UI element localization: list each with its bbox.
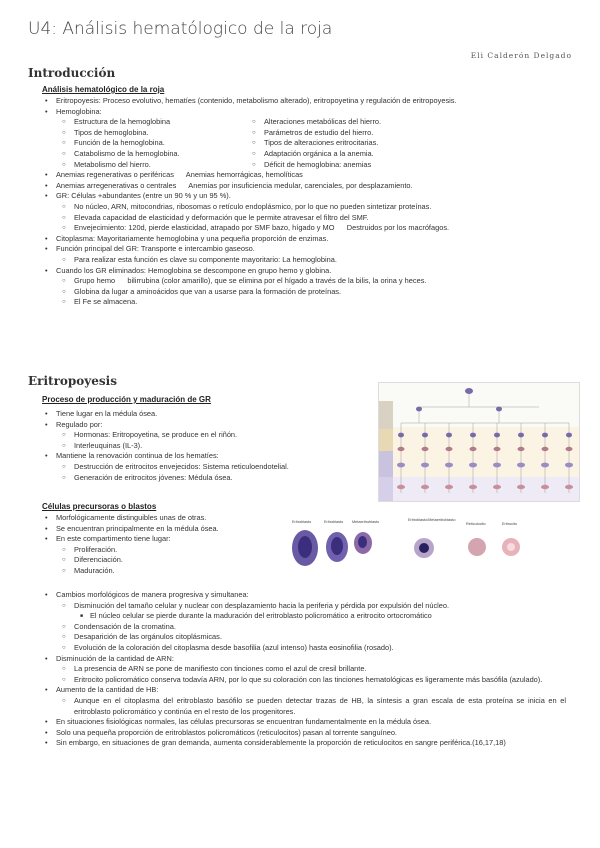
- list-item: • En este compartimento tiene lugar:: [42, 534, 282, 545]
- list-item: ○ Eritrocito policromático conserva todavía ARN, por lo que su coloración con las tinciones hematológicas es ligeramente más basófila (azulado).: [42, 675, 566, 686]
- section-heading-intro: Introducción: [28, 66, 116, 80]
- reticulocyte-cell: [468, 538, 486, 556]
- cell-nucleus: [358, 536, 367, 548]
- micrograph-label: Eritrocito: [502, 522, 517, 526]
- list-item: • Aumento de la cantidad de HB:: [42, 685, 566, 696]
- subheading-celulas: Células precursoras o blastos: [42, 502, 157, 511]
- micrograph-label: Reticulocito: [466, 522, 486, 526]
- list-item: ○ Tipos de alteraciones eritrocitarias.: [232, 138, 532, 149]
- list-item: • Morfológicamente distinguibles unas de otras.: [42, 513, 282, 524]
- list-item: • Función principal del GR: Transporte e intercambio gaseoso.: [42, 244, 554, 255]
- list-item: ○ Función de la hemoglobina.: [42, 138, 232, 149]
- list-item: ○ Tipos de hemoglobina.: [42, 128, 232, 139]
- list-item: • Citoplasma: Mayoritariamente hemoglobina y una pequeña proporción de enzimas.: [42, 234, 554, 245]
- micrograph-label: Metaeritroblasto: [352, 520, 380, 524]
- list-item: ○ El Fe se almacena.: [42, 297, 554, 308]
- list-item: ○ La presencia de ARN se pone de manifiesto con tinciones como el azul de cresil brillante.: [42, 664, 566, 675]
- list-item: ○ Parámetros de estudio del hierro.: [232, 128, 532, 139]
- proceso-content: [42, 409, 372, 483]
- hb-two-column-list: [42, 117, 554, 170]
- micrograph-label: Eritroblasto/Metaeritroblasto: [408, 518, 456, 522]
- list-item: • Eritropoyesis: Proceso evolutivo, hematíes (contenido, metabolismo alterado), eritropoyetina y regulación de eritropoyesis.: [42, 96, 554, 107]
- celulas-content-top: [42, 513, 282, 577]
- list-item: ○ Disminución del tamaño celular y nuclear con desplazamiento hacia la periferia y pérdida por expulsión del núcleo.: [42, 601, 566, 612]
- list-item: • Cambios morfológicos de manera progresiva y simultanea:: [42, 590, 566, 601]
- cell-nucleus: [298, 536, 312, 558]
- list-item: ○ Globina da lugar a aminoácidos que van a usarse para la formación de proteínas.: [42, 287, 554, 298]
- cell-nucleus: [419, 543, 429, 553]
- erythroblast-micrographs: [288, 516, 580, 586]
- subheading-proceso: Proceso de producción y maduración de GR: [42, 395, 211, 404]
- list-item: ○ Evolución de la coloración del citoplasma desde basofilia (azul intenso) hasta eosinofilia (rosado).: [42, 643, 566, 654]
- list-item: • Anemias regenerativas o periféricas Anemias hemorrágicas, hemolíticas: [42, 170, 554, 181]
- intro-content: [42, 96, 554, 308]
- micrograph-label: Eritroblasto: [324, 520, 344, 524]
- list-item: ○ Catabolismo de la hemoglobina.: [42, 149, 232, 160]
- list-item: ■ El núcleo celular se pierde durante la maduración del eritroblasto policromático a eritrocito ortocromático: [42, 611, 566, 622]
- author: Eli Calderón Delgado: [470, 51, 572, 60]
- list-item: ○ Estructura de la hemoglobina: [42, 117, 232, 128]
- hematopoiesis-diagram-graphic: [379, 383, 579, 501]
- list-item: ○ Adaptación orgánica a la anemia.: [232, 149, 532, 160]
- list-item: ○ Desaparición de las orgánulos citoplásmicas.: [42, 632, 566, 643]
- list-item: ○ Condensación de la cromatina.: [42, 622, 566, 633]
- section-heading-eritropoyesis: Eritropoyesis: [28, 374, 117, 388]
- list-item: ○ Metabolismo del hierro.: [42, 160, 232, 171]
- list-item: • Sin embargo, en situaciones de gran demanda, aumenta considerablemente la proporción de reticulocitos en sangre periférica.(16,17,18): [42, 738, 566, 749]
- list-item: • Regulado por:: [42, 420, 372, 431]
- list-item: ○ Diferenciación.: [42, 555, 282, 566]
- list-item: ○ Destrucción de eritrocitos envejecidos: Sistema reticuloendotelial.: [42, 462, 372, 473]
- list-item: • Anemias arregenerativas o centrales Anemias por insuficiencia medular, carenciales, por desplazamiento.: [42, 181, 554, 192]
- micrograph-label: Eritroblasto: [292, 520, 312, 524]
- subheading-analisis: Análisis hematológico de la roja: [42, 85, 165, 94]
- list-item: ○ Elevada capacidad de elasticidad y deformación que le permite atravesar el filtro del SMF.: [42, 213, 554, 224]
- list-item: • Mantiene la renovación continua de los hematíes:: [42, 451, 372, 462]
- page-title: U4: Análisis hematólogico de la roja: [28, 19, 333, 39]
- list-item: • Tiene lugar en la médula ósea.: [42, 409, 372, 420]
- erythrocyte-pallor: [507, 543, 515, 551]
- list-item: ○ Para realizar esta función es clave su componente mayoritario: La hemoglobina.: [42, 255, 554, 266]
- list-item: ○ Proliferación.: [42, 545, 282, 556]
- list-item: ○ No núcleo, ARN, mitocondrias, ribosomas o retículo endoplásmico, por lo que no pueden sintetizar proteínas.: [42, 202, 554, 213]
- list-item: • Se encuentran principalmente en la médula ósea.: [42, 524, 282, 535]
- list-item: • Hemoglobina:: [42, 107, 554, 118]
- list-item: ○ Interleuquinas (IL-3).: [42, 441, 372, 452]
- list-item: ○ Grupo hemo bilirrubina (color amarillo), que se elimina por el hígado a través de la bilis, la orina y heces.: [42, 276, 554, 287]
- list-item: ○ Aunque en el citoplasma del eritroblasto basófilo se pueden detectar trazas de HB, la síntesis a gran escala de esta proteína se inicia en el eritroblasto policromático y continúa en el resto de los progenitores.: [42, 696, 566, 717]
- list-item: ○ Envejecimiento: 120d, pierde elasticidad, atrapado por SMF bazo, hígado y MO Destruidos por los macrófagos.: [42, 223, 554, 234]
- list-item: • GR: Células +abundantes (entre un 90 % y un 95 %).: [42, 191, 554, 202]
- list-item: ○ Déficit de hemoglobina: anemias: [232, 160, 532, 171]
- hematopoiesis-diagram: [378, 382, 580, 502]
- list-item: • En situaciones fisiológicas normales, las células precursoras se encuentran fundamentalmente en la médula ósea.: [42, 717, 566, 728]
- list-item: • Disminución de la cantidad de ARN:: [42, 654, 566, 665]
- cell-nucleus: [331, 537, 343, 555]
- list-item: ○ Maduración.: [42, 566, 282, 577]
- list-item: • Solo una pequeña proporción de eritroblastos policromáticos (reticulocitos) pasan al torrente sanguíneo.: [42, 728, 566, 739]
- list-item: ○ Generación de eritrocitos jóvenes: Médula ósea.: [42, 473, 372, 484]
- list-item: ○ Hormonas: Eritropoyetina, se produce en el riñón.: [42, 430, 372, 441]
- list-item: • Cuando los GR eliminados: Hemoglobina se descompone en grupo hemo y globina.: [42, 266, 554, 277]
- list-item: ○ Alteraciones metabólicas del hierro.: [232, 117, 532, 128]
- celulas-content-bottom: [42, 590, 566, 749]
